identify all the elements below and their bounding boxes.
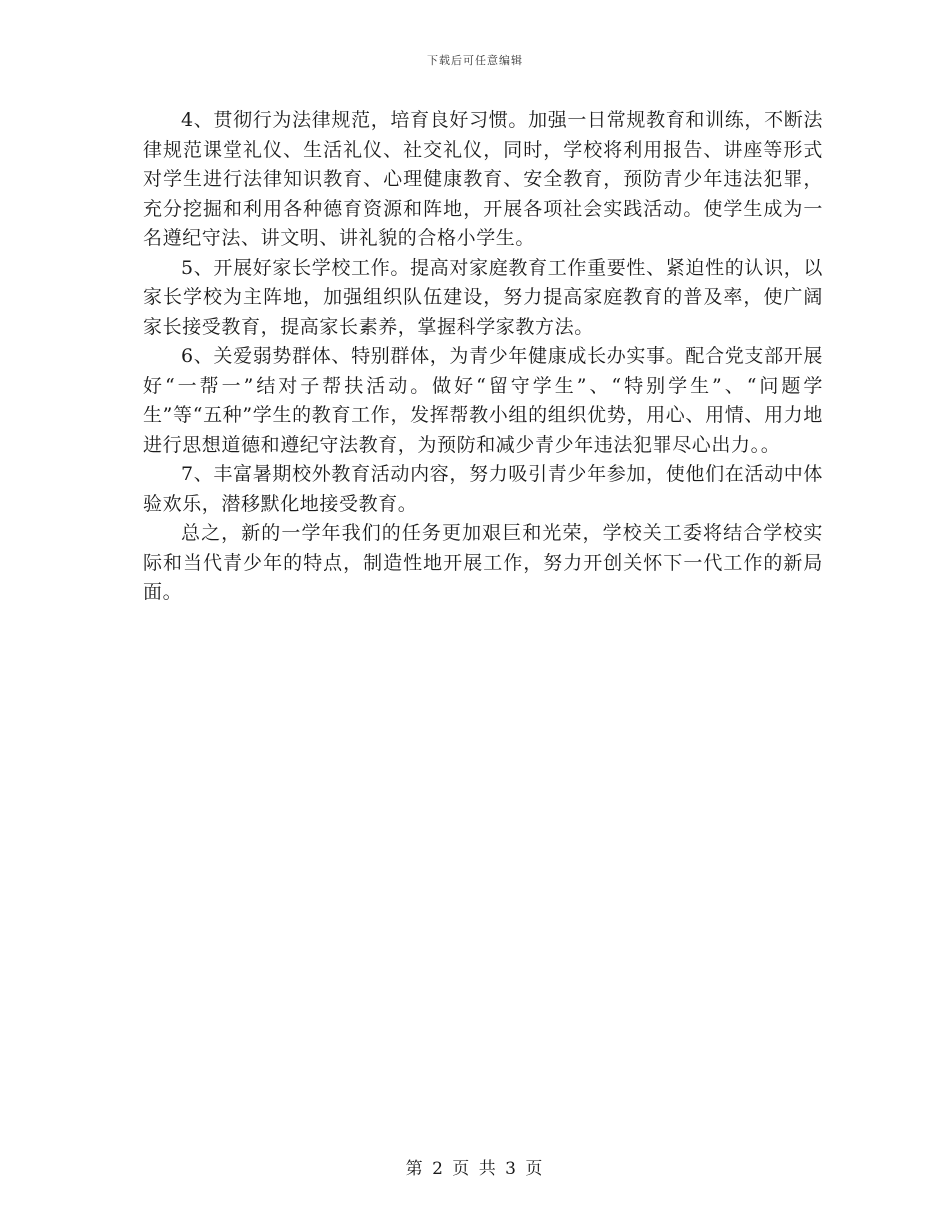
paragraph-item-4: 4、贯彻行为法律规范，培育良好习惯。加强一日常规教育和训练，不断法律规范课堂礼仪、生活礼仪、社交礼仪，同时，学校将利用报告、讲座等形式对学生进行法律知识教育、心理健康教育、安全教育，预防青少年违法犯罪，充分挖掘和利用各种德育资源和阵地，开展各项社会实践活动。使学生成为一名遵纪守法、讲文明、讲礼貌的合格小学生。 xyxy=(143,109,823,249)
paragraph-item-5: 5、开展好家长学校工作。提高对家庭教育工作重要性、紧迫性的认识，以家长学校为主阵地，加强组织队伍建设，努力提高家庭教育的普及率，使广阔家长接受教育，提高家长素养，掌握科学家教方法。 xyxy=(143,256,823,338)
page-header: 下载后可任意编辑 xyxy=(427,54,523,67)
paragraph-summary: 总之，新的一学年我们的任务更加艰巨和光荣，学校关工委将结合学校实际和当代青少年的特点，制造性地开展工作，努力开创关怀下一代工作的新局面。 xyxy=(143,522,823,603)
document-body xyxy=(143,106,823,608)
paragraph-item-6: 6、关爱弱势群体、特别群体，为青少年健康成长办实事。配合党支部开展好“一帮一”结对子帮扶活动。做好“留守学生”、“特别学生”、“问题学生”等“五种”学生的教育工作，发挥帮教小组的组织优势，用心、用情、用力地进行思想道德和遵纪守法教育，为预防和减少青少年违法犯罪尽心出力。。 xyxy=(143,345,823,456)
page-number: 第 2 页 共 3 页 xyxy=(405,1159,545,1179)
paragraph-item-7: 7、丰富暑期校外教育活动内容，努力吸引青少年参加，使他们在活动中体验欢乐，潜移默化地接受教育。 xyxy=(143,463,823,515)
